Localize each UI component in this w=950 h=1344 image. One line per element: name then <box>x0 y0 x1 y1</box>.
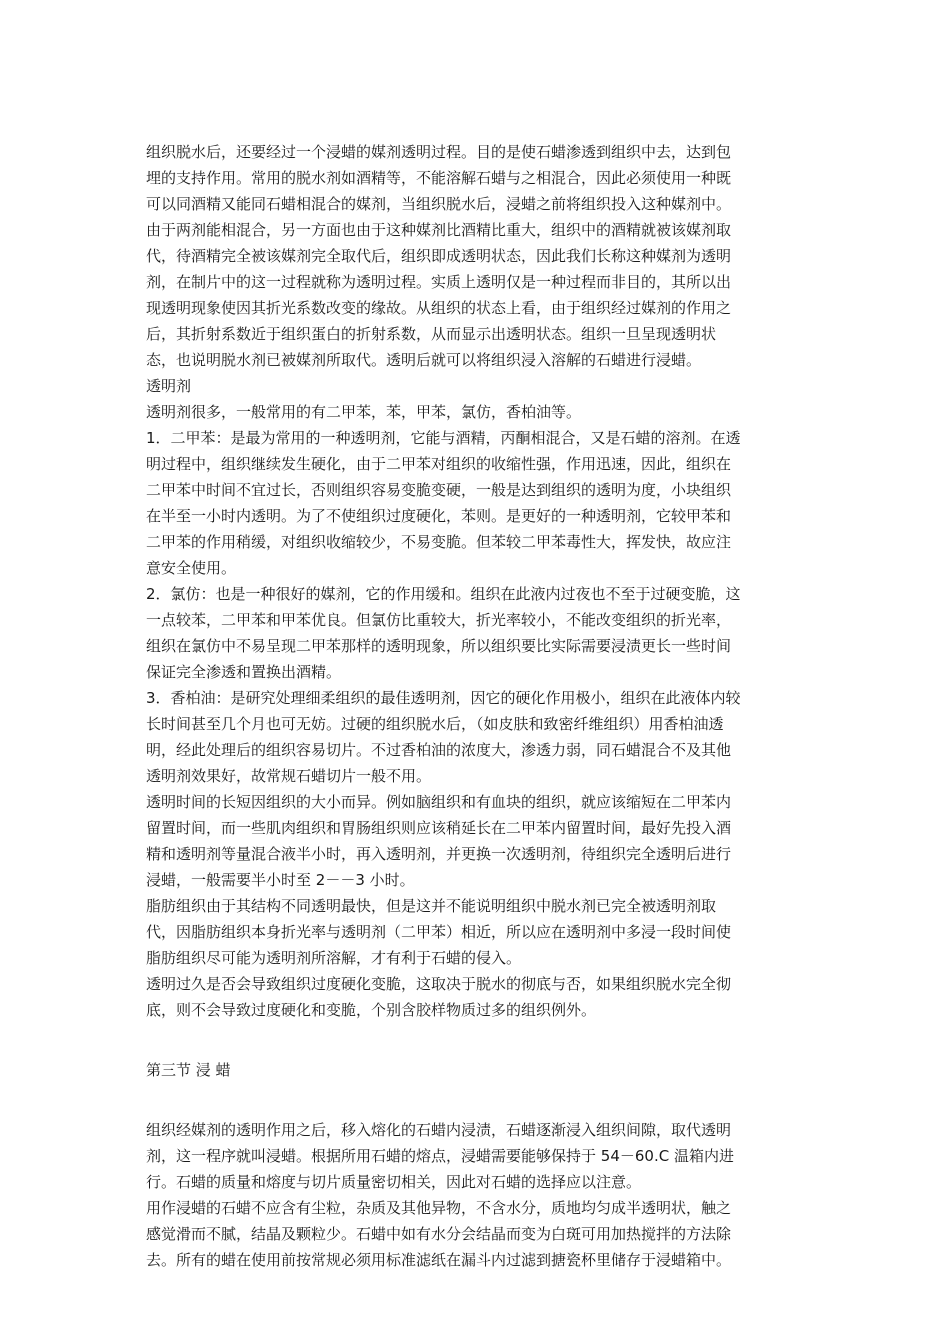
text-line: 透明过久是否会导致组织过度硬化变脆，这取决于脱水的彻底与否，如果组织脱水完全彻 <box>146 975 732 993</box>
text-line: 组织在氯仿中不易呈现二甲苯那样的透明现象，所以组织要比实际需要浸渍更长一些时间 <box>146 637 732 655</box>
text-line: 透明时间的长短因组织的大小而异。例如脑组织和有血块的组织，就应该缩短在二甲苯内 <box>146 793 732 811</box>
text-line: 代，因脂肪组织本身折光率与透明剂（二甲苯）相近，所以应在透明剂中多浸一段时间使 <box>146 923 732 941</box>
text-line: 1．二甲苯：是最为常用的一种透明剂，它能与酒精，丙酮相混合，又是石蜡的溶剂。在透 <box>146 429 741 447</box>
text-line: 明，经此处理后的组织容易切片。不过香柏油的浓度大，渗透力弱，同石蜡混合不及其他 <box>146 741 732 759</box>
text-line: 可以同酒精又能同石蜡相混合的媒剂，当组织脱水后，浸蜡之前将组织投入这种媒剂中。 <box>146 195 732 213</box>
text-line: 组织脱水后，还要经过一个浸蜡的媒剂透明过程。目的是使石蜡渗透到组织中去，达到包 <box>146 143 732 161</box>
text-line: 用作浸蜡的石蜡不应含有尘粒，杂质及其他异物，不含水分，质地均匀成半透明状，触之 <box>146 1199 732 1217</box>
section-heading: 第三节 浸 蜡 <box>146 1061 231 1079</box>
text-line: 后，其折射系数近于组织蛋白的折射系数，从而显示出透明状态。组织一旦呈现透明状 <box>146 325 717 343</box>
text-line: 二甲苯中时间不宜过长，否则组织容易变脆变硬，一般是达到组织的透明为度，小块组织 <box>146 481 732 499</box>
text-line: 感觉滑而不腻，结晶及颗粒少。石蜡中如有水分会结晶而变为白斑可用加热搅拌的方法除 <box>146 1225 732 1243</box>
text-line: 脂肪组织由于其结构不同透明最快，但是这并不能说明组织中脱水剂已完全被透明剂取 <box>146 897 717 915</box>
text-line: 态，也说明脱水剂已被媒剂所取代。透明后就可以将组织浸入溶解的石蜡进行浸蜡。 <box>146 351 702 369</box>
text-line: 留置时间，而一些肌肉组织和胃肠组织则应该稍延长在二甲苯内留置时间，最好先投入酒 <box>146 819 732 837</box>
text-line: 透明剂效果好，故常规石蜡切片一般不用。 <box>146 767 432 785</box>
section-transparency <box>146 139 812 1023</box>
text-line: 埋的支持作用。常用的脱水剂如酒精等，不能溶解石蜡与之相混合，因此必须使用一种既 <box>146 169 732 187</box>
text-line: 去。所有的蜡在使用前按常规必须用标准滤纸在漏斗内过滤到搪瓷杯里储存于浸蜡箱中。 <box>146 1251 732 1269</box>
text-line: 长时间甚至几个月也可无妨。过硬的组织脱水后，（如皮肤和致密纤维组织）用香柏油透 <box>146 715 724 733</box>
text-line: 明过程中，组织继续发生硬化，由于二甲苯对组织的收缩性强，作用迅速，因此，组织在 <box>146 455 732 473</box>
text-line: 3．香柏油：是研究处理细柔组织的最佳透明剂，因它的硬化作用极小，组织在此液体内较 <box>146 689 741 707</box>
text-line: 意安全使用。 <box>146 559 237 577</box>
text-line: 透明剂很多，一般常用的有二甲苯，苯，甲苯，氯仿，香柏油等。 <box>146 403 582 421</box>
text-line: 剂，在制片中的这一过程就称为透明过程。实质上透明仅是一种过程而非目的，其所以出 <box>146 273 732 291</box>
text-line: 剂，这一程序就叫浸蜡。根据所用石蜡的熔点，浸蜡需要能够保持于 54－60.C 温箱内进 <box>146 1147 734 1165</box>
spacer <box>146 1083 812 1117</box>
text-line: 透明剂 <box>146 377 192 395</box>
text-line: 代，待酒精完全被该媒剂完全取代后，组织即成透明状态，因此我们长称这种媒剂为透明 <box>146 247 732 265</box>
document-page <box>146 139 812 1273</box>
text-line: 现透明现象使因其折光系数改变的缘故。从组织的状态上看，由于组织经过媒剂的作用之 <box>146 299 732 317</box>
text-line: 2．氯仿：也是一种很好的媒剂，它的作用缓和。组织在此液内过夜也不至于过硬变脆，这 <box>146 585 741 603</box>
text-line: 组织经媒剂的透明作用之后，移入熔化的石蜡内浸渍，石蜡逐渐浸入组织间隙，取代透明 <box>146 1121 732 1139</box>
text-line: 行。石蜡的质量和熔度与切片质量密切相关，因此对石蜡的选择应以注意。 <box>146 1173 642 1191</box>
text-line: 脂肪组织尽可能为透明剂所溶解，才有利于石蜡的侵入。 <box>146 949 522 967</box>
text-line: 一点较苯，二甲苯和甲苯优良。但氯仿比重较大，折光率较小，不能改变组织的折光率， <box>146 611 732 629</box>
text-line: 二甲苯的作用稍缓，对组织收缩较少，不易变脆。但苯较二甲苯毒性大，挥发快，故应注 <box>146 533 732 551</box>
text-line: 保证完全渗透和置换出酒精。 <box>146 663 342 681</box>
text-line: 精和透明剂等量混合液半小时，再入透明剂，并更换一次透明剂，待组织完全透明后进行 <box>146 845 732 863</box>
section-wax-infiltration <box>146 1117 812 1273</box>
text-line: 浸蜡，一般需要半小时至 2－－3 小时。 <box>146 871 415 889</box>
text-line: 由于两剂能相混合，另一方面也由于这种媒剂比酒精比重大，组织中的酒精就被该媒剂取 <box>146 221 732 239</box>
spacer <box>146 1023 812 1057</box>
text-line: 底，则不会导致过度硬化和变脆，个别含胶样物质过多的组织例外。 <box>146 1001 597 1019</box>
text-line: 在半至一小时内透明。为了不使组织过度硬化，苯则。是更好的一种透明剂，它较甲苯和 <box>146 507 732 525</box>
